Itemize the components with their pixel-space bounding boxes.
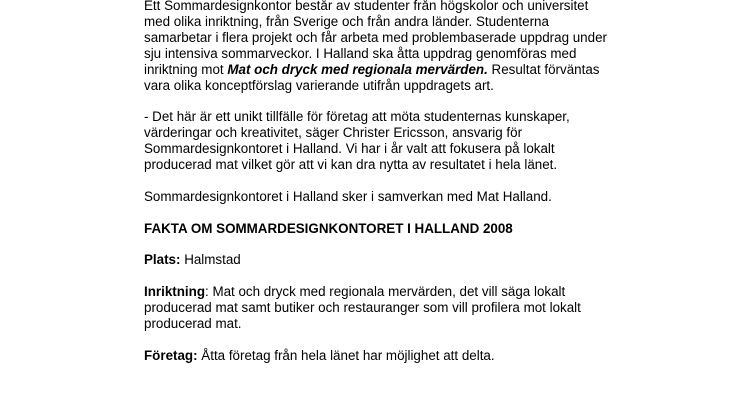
facts-heading — [144, 221, 614, 237]
fact-foretag-value: Åtta företag från hela länet har möjlighet att delta. — [197, 347, 495, 363]
collaboration-text: Sommardesignkontoret i Halland sker i samverkan med Mat Halland. — [144, 188, 552, 204]
fact-inriktning — [144, 284, 614, 332]
fact-foretag — [144, 348, 614, 364]
fact-inriktning-value: : Mat och dryck med regionala mervärden, det vill säga lokalt producerad mat samt butiker och restauranger som vill profilera mot lokalt producerad mat. — [144, 284, 581, 332]
intro-tail: Resultat förväntas vara olika konceptförslag varierande utifrån uppdragets art. — [144, 61, 600, 93]
fact-inriktning-label: Inriktning — [144, 284, 205, 300]
intro-text: Ett Sommardesignkontor består av studenter från högskolor och universitet med olika inriktning, från Sverige och från andra länder. Studenterna samarbetar i flera projekt och får arbeta med problembaserade uppdrag under sju intensiva sommarveckor. I Halland ska åtta uppdrag genomföras med inriktning mot — [144, 0, 607, 77]
facts-heading-text: FAKTA OM SOMMARDESIGNKONTORET I HALLAND 2008 — [144, 220, 513, 236]
quote-text: - Det här är ett unikt tillfälle för företag att möta studenternas kunskaper, värderingar och kreativitet, säger Christer Ericsson, ansvarig för Sommardesignkontoret i Halland. Vi har i år valt att fokusera på lokalt producerad mat vilket gör att vi kan dra nytta av resultatet i hela länet. — [144, 109, 570, 173]
fact-plats — [144, 252, 614, 268]
fact-foretag-label: Företag: — [144, 347, 198, 363]
intro-emphasis: Mat och dryck med regionala mervärden. — [227, 61, 488, 77]
fact-plats-value: Halmstad — [180, 252, 241, 268]
collaboration-paragraph — [144, 189, 614, 205]
intro-paragraph — [144, 0, 614, 93]
quote-paragraph — [144, 109, 614, 173]
document-body — [144, 0, 614, 380]
fact-plats-label: Plats: — [144, 252, 181, 268]
